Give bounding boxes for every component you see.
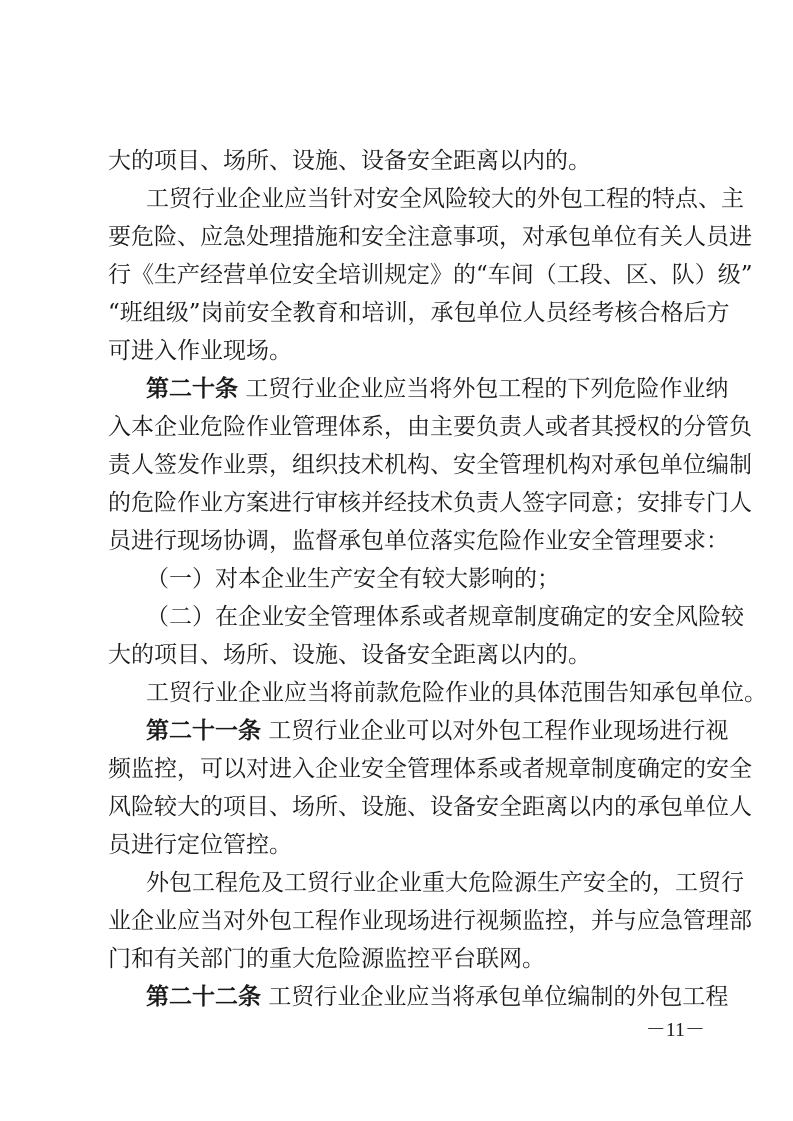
text-line-content: 责人签发作业票，组织技术机构、安全管理机构对承包单位编制 [108,452,752,478]
page-number: －11－ [645,1019,705,1041]
text-line-content: 大的项目、场所、设施、设备安全距离以内的。 [108,148,591,174]
article-20-title: 第二十条 [146,376,238,402]
text-line [108,754,752,784]
text-line [108,298,730,328]
text-line-content: 入本企业危险作业管理体系，由主要负责人或者其授权的分管负 [108,414,752,440]
text-line [108,222,752,252]
text-line [108,336,698,366]
text-line-content: 可进入作业现场。 [108,338,292,364]
article-21-line [146,716,729,746]
text-line [146,678,767,708]
text-line [146,184,744,214]
text-line-content: 工贸行业企业应当将承包单位编制的外包工程 [268,984,729,1010]
text-line-content: 工贸行业企业可以对外包工程作业现场进行视 [268,718,729,744]
text-line [108,146,698,176]
text-line-content: 门和有关部门的重大危险源监控平台联网。 [108,946,545,972]
text-line-content: 风险较大的项目、场所、设施、设备安全距离以内的承包单位人 [108,794,752,820]
text-line-content: 的危险作业方案进行审核并经技术负责人签字同意；安排专门人 [108,490,752,516]
article-22-line [146,982,729,1012]
text-line [108,260,753,290]
text-line [146,564,698,594]
article-22-title: 第二十二条 [146,984,261,1010]
text-line [146,602,744,632]
text-line [108,526,729,556]
text-line-content: 外包工程危及工贸行业企业重大危险源生产安全的，工贸行 [146,870,744,896]
text-line-content: “班组级”岗前安全教育和培训，承包单位人员经考核合格后方 [108,300,730,326]
text-line-content: 工贸行业企业应当将前款危险作业的具体范围告知承包单位。 [146,680,767,706]
text-line-content: 工贸行业企业应当将外包工程的下列危险作业纳 [245,376,729,402]
text-line-content: 员进行现场协调，监督承包单位落实危险作业安全管理要求： [108,528,729,554]
text-line [108,792,752,822]
text-line-content: 业企业应当对外包工程作业现场进行视频监控，并与应急管理部 [108,908,752,934]
text-line [108,450,752,480]
text-line-content: 工贸行业企业应当针对安全风险较大的外包工程的特点、主 [146,186,744,212]
text-line-content: 频监控，可以对进入企业安全管理体系或者规章制度确定的安全 [108,756,752,782]
text-line-content: 大的项目、场所、设施、设备安全距离以内的。 [108,642,591,668]
text-line-content: 行《生产经营单位安全培训规定》的“车间（工段、区、队）级” [108,262,753,288]
text-line [108,944,698,974]
text-line [108,640,698,670]
text-line [108,412,752,442]
text-line [108,906,752,936]
text-line [108,830,698,860]
text-line-content: 员进行定位管控。 [108,832,292,858]
article-21-title: 第二十一条 [146,718,261,744]
text-line-content: （二）在企业安全管理体系或者规章制度确定的安全风险较 [146,604,744,630]
text-line [108,488,752,518]
article-20-line [146,374,729,404]
text-line [146,868,744,898]
text-line-content: 要危险、应急处理措施和安全注意事项，对承包单位有关人员进 [108,224,752,250]
text-line-content: （一）对本企业生产安全有较大影响的； [146,566,560,592]
